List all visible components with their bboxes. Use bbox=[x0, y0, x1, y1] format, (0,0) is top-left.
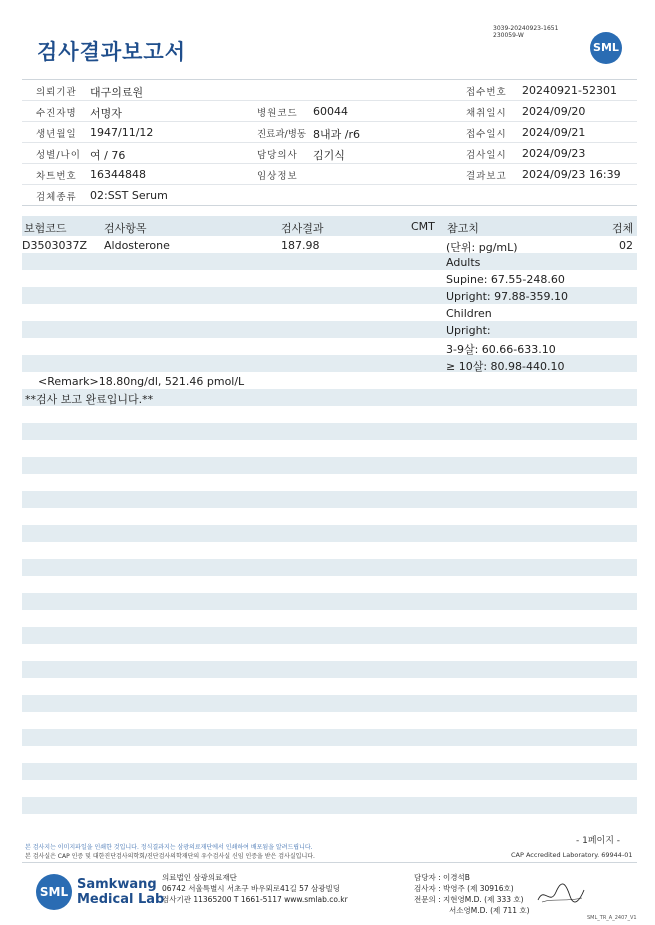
value-receipt-number: 20240921-52301 bbox=[522, 84, 617, 97]
label-collection-date: 채취일시 bbox=[466, 108, 507, 119]
info-row-3 bbox=[22, 122, 637, 143]
table-stripe bbox=[22, 661, 637, 678]
page-number: - 1페이지 - bbox=[576, 836, 621, 846]
document-id-line2: 230059-W bbox=[493, 32, 524, 39]
label-hospital-code: 병원코드 bbox=[257, 108, 298, 119]
table-stripe bbox=[22, 695, 637, 712]
org-address: 06742 서울특별시 서초구 바우뫼로41길 57 삼광빌딩 bbox=[162, 884, 341, 893]
label-department-ward: 진료과/병동 bbox=[257, 129, 307, 140]
sml-logo-icon: SML bbox=[590, 32, 622, 64]
reference-line: ≥ 10살: 80.98-440.10 bbox=[446, 360, 565, 373]
table-stripe bbox=[22, 525, 637, 542]
info-row-1 bbox=[22, 80, 637, 101]
report-title: 검사결과보고서 bbox=[37, 40, 187, 64]
reference-line: (단위: pg/mL) bbox=[446, 241, 518, 254]
staff-tester: 검사자 : 박영주 (제 30916호) bbox=[414, 884, 514, 893]
value-hospital-code: 60044 bbox=[313, 105, 348, 118]
label-birth-date: 생년월일 bbox=[36, 129, 77, 140]
header-specimen: 검체 bbox=[612, 222, 634, 235]
table-stripe bbox=[22, 729, 637, 746]
document-id bbox=[493, 25, 558, 39]
value-sex-age: 여 / 76 bbox=[90, 149, 126, 162]
reference-line: Supine: 67.55-248.60 bbox=[446, 273, 565, 286]
print-notice: 본 검사지는 이미지파일을 인쇄한 것입니다. 정식결과지는 삼광의료재단에서 인쇄하여 배포됨을 알려드립니다. bbox=[25, 844, 313, 851]
staff-info bbox=[414, 872, 530, 916]
remark-line: <Remark>18.80ng/dl, 521.46 pmol/L bbox=[38, 375, 245, 388]
label-report-date: 결과보고 bbox=[466, 171, 507, 182]
reference-line: Upright: 97.88-359.10 bbox=[446, 290, 569, 303]
footer-brand bbox=[77, 877, 164, 907]
table-stripe bbox=[22, 627, 637, 644]
value-report-date: 2024/09/23 16:39 bbox=[522, 168, 621, 181]
value-collection-date: 2024/09/20 bbox=[522, 105, 586, 118]
results-table-header bbox=[22, 216, 637, 236]
value-requesting-facility: 대구의료원 bbox=[90, 86, 144, 99]
organization-info bbox=[162, 872, 348, 905]
signature-icon bbox=[536, 880, 586, 908]
result-test-item: Aldosterone bbox=[104, 239, 170, 252]
label-clinical-info: 임상정보 bbox=[257, 171, 298, 182]
label-receipt-date: 접수일시 bbox=[466, 129, 507, 140]
table-stripe bbox=[22, 457, 637, 474]
reference-line: Children bbox=[446, 307, 492, 320]
brand-line2: Medical Lab bbox=[77, 892, 165, 907]
form-code: SML_TR_A_2407_V1 bbox=[587, 915, 637, 921]
document-id-line1: 3039-20240923-1651 bbox=[493, 25, 559, 32]
reference-line: 3-9살: 60.66-633.10 bbox=[446, 343, 556, 356]
sml-footer-logo-icon: SML bbox=[36, 874, 72, 910]
label-chart-number: 차트번호 bbox=[36, 171, 77, 182]
value-receipt-date: 2024/09/21 bbox=[522, 126, 586, 139]
value-chart-number: 16344848 bbox=[90, 168, 146, 181]
label-physician: 담당의사 bbox=[257, 150, 298, 161]
value-department-ward: 8내과 /r6 bbox=[313, 128, 360, 141]
staff-specialist-2: 서소영M.D. (제 711 호) bbox=[449, 906, 530, 915]
result-specimen: 02 bbox=[619, 239, 633, 252]
cap-accreditation: CAP Accredited Laboratory. 69944-01 bbox=[511, 851, 633, 859]
info-row-4 bbox=[22, 143, 637, 164]
table-stripe bbox=[22, 559, 637, 576]
table-stripe bbox=[22, 763, 637, 780]
table-stripe bbox=[22, 253, 637, 270]
brand-line1: Samkwang bbox=[77, 877, 157, 892]
table-stripe bbox=[22, 423, 637, 440]
result-insurance-code: D3503037Z bbox=[22, 239, 87, 252]
info-row-2 bbox=[22, 101, 637, 122]
table-stripe bbox=[22, 797, 637, 814]
report-complete-line: **검사 보고 완료입니다.** bbox=[25, 393, 154, 406]
table-stripe bbox=[22, 321, 637, 338]
label-requesting-facility: 의뢰기관 bbox=[36, 87, 77, 98]
reference-line: Adults bbox=[446, 256, 481, 269]
label-specimen-type: 검체종류 bbox=[36, 192, 77, 203]
table-stripe bbox=[22, 491, 637, 508]
value-patient-name: 서명자 bbox=[90, 107, 122, 120]
header-test-item: 검사항목 bbox=[104, 222, 147, 235]
label-test-date: 검사일시 bbox=[466, 150, 507, 161]
label-sex-age: 성별/나이 bbox=[36, 150, 81, 161]
result-value: 187.98 bbox=[281, 239, 320, 252]
value-specimen-type: 02:SST Serum bbox=[90, 189, 168, 202]
value-birth-date: 1947/11/12 bbox=[90, 126, 154, 139]
header-reference: 참고치 bbox=[447, 222, 479, 235]
staff-manager: 담당자 : 이경석B bbox=[414, 873, 470, 882]
value-test-date: 2024/09/23 bbox=[522, 147, 586, 160]
info-row-5 bbox=[22, 164, 637, 185]
footer-divider bbox=[22, 862, 637, 863]
info-row-6 bbox=[22, 185, 637, 206]
staff-specialist-1: 전문의 : 지현영M.D. (제 333 호) bbox=[414, 895, 524, 904]
header-test-result: 검사결과 bbox=[281, 222, 324, 235]
table-stripe bbox=[22, 593, 637, 610]
value-physician: 김기식 bbox=[313, 149, 345, 162]
label-receipt-number: 접수번호 bbox=[466, 87, 507, 98]
accreditation-notice: 본 검사실은 CAP 인증 및 대한진단검사의학회/진단검사의학재단의 우수검사실 신임 인증을 받은 검사실입니다. bbox=[25, 853, 315, 860]
header-insurance-code: 보험코드 bbox=[24, 222, 67, 235]
org-name: 의료법인 삼광의료재단 bbox=[162, 873, 237, 882]
header-cmt: CMT bbox=[411, 220, 435, 233]
reference-line: Upright: bbox=[446, 324, 491, 337]
org-contact: 검사기관 11365200 T 1661-5117 www.smlab.co.kr bbox=[162, 895, 348, 904]
label-patient-name: 수진자명 bbox=[36, 108, 77, 119]
